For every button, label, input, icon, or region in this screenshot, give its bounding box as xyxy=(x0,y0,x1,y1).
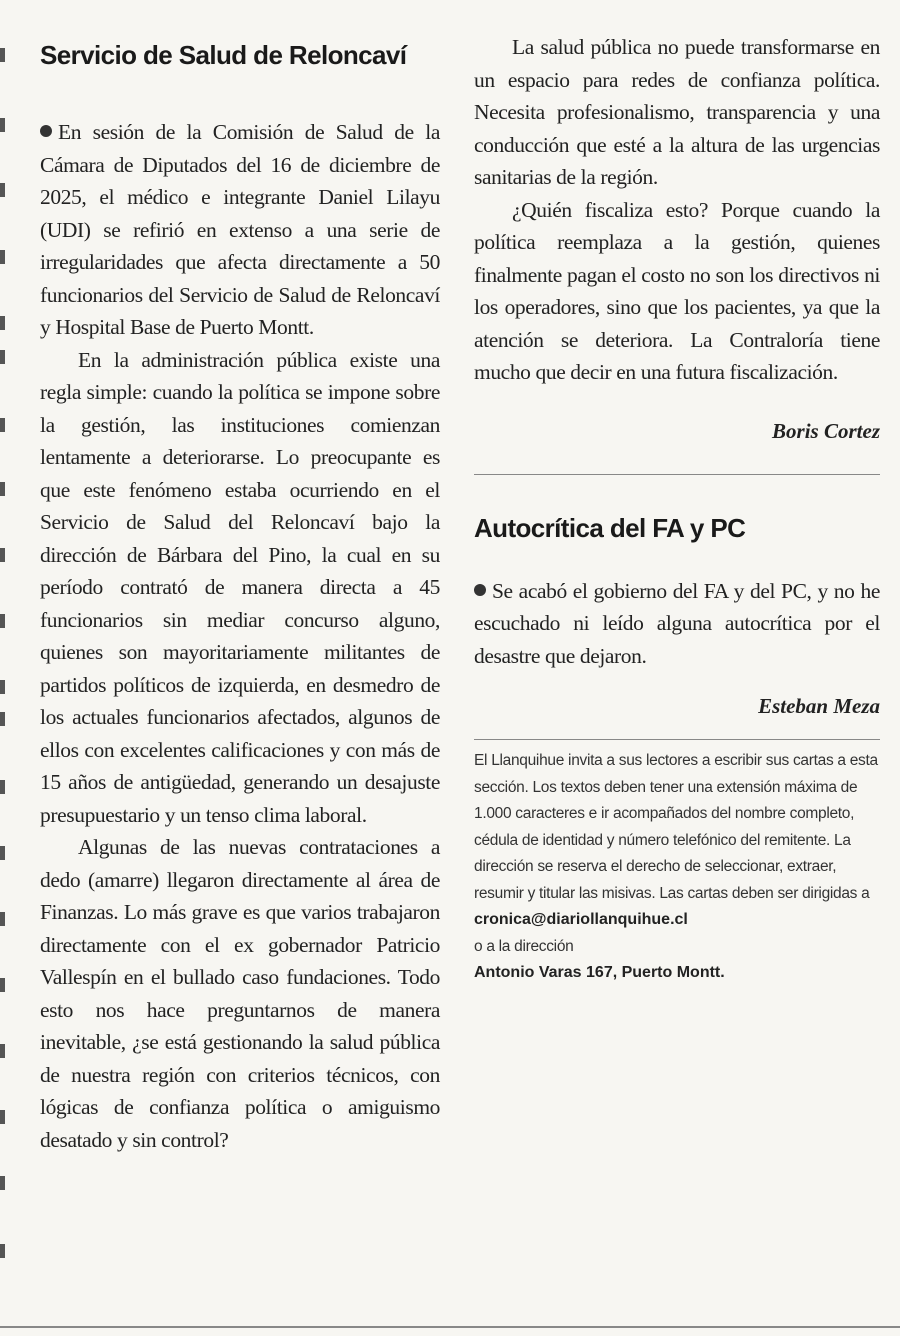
letter-column-right xyxy=(474,35,880,987)
bullet-icon xyxy=(40,125,52,137)
notice-address-intro: o a la dirección xyxy=(474,937,574,955)
letter1-signature: Boris Cortez xyxy=(772,418,880,443)
notice-address: Antonio Varas 167, Puerto Montt. xyxy=(474,964,725,981)
letter1-paragraph-3: Algunas de las nuevas contrataciones a dedo (amarre) llegaron directamente al área de Finanzas. Lo más grave es que varios trabajaron directamente con el ex gobernador Patricio Vallespín en el bullado caso fundaciones. Todo esto nos hace preguntarnos de manera inevitable, ¿se está gestionando la salud pública de nuestra región con criterios técnicos, con lógicas de confianza política o amiguismo desatado y sin control? xyxy=(40,835,440,1152)
divider xyxy=(474,739,880,740)
letter1-paragraph-5: ¿Quién fiscaliza esto? Porque cuando la política reemplaza a la gestión, quienes finalmente pagan el costo no son los directivos ni los operadores, sino que los pacientes, ya que la atención se deteriora. La Contraloría tiene mucho que decir en una futura fiscalización. xyxy=(474,197,880,384)
bullet-icon xyxy=(474,584,486,596)
divider xyxy=(474,474,880,475)
letter-column-left xyxy=(40,28,440,1156)
letter2-paragraph: Se acabó el gobierno del FA y del PC, y no he escuchado ni leído alguna autocrítica por el desastre que dejaron. xyxy=(474,578,880,668)
letter1-title: Servicio de Salud de Reloncaví xyxy=(40,40,407,70)
letter1-paragraph-1: En sesión de la Comisión de Salud de la Cámara de Diputados del 16 de diciembre de 2025, el médico e integrante Daniel Lilayu (UDI) se refirió en extenso a una serie de irregularidades que afecta directamente a 50 funcionarios del Servicio de Salud de Reloncaví y Hospital Base de Puerto Montt. xyxy=(40,120,440,339)
letter2-signature: Esteban Meza xyxy=(758,694,880,718)
bottom-rule xyxy=(0,1326,900,1328)
letter1-paragraph-4: La salud pública no puede transformarse en un espacio para redes de confianza política. Necesita profesionalismo, transparencia y una conducción que esté a la altura de las urgencias sanitarias de la región. xyxy=(474,35,880,189)
letter2-title: Autocrítica del FA y PC xyxy=(474,512,746,543)
notice-text: El Llanquihue invita a sus lectores a escribir sus cartas a esta sección. Los textos deben tener una extensión máxima de 1.000 caracteres e ir acompañados del nombre completo, cédula de identidad y número telefónico del remitente. La dirección se reserva el derecho de seleccionar, extraer, resumir y titular las misivas. Las cartas deben ser dirigidas a xyxy=(474,752,878,902)
letter1-continuation xyxy=(474,31,880,389)
letter1-paragraph-2: En la administración pública existe una regla simple: cuando la política se impone sobre la gestión, las instituciones comienzan lentamente a deteriorarse. Lo preocupante es que este fenómeno estaba ocurriendo en el Servicio de Salud del Reloncaví bajo la dirección de Bárbara del Pino, la cual en su período contrató de manera directa a 45 funcionarios sin mediar concurso alguno, quienes son mayoritariamente militantes de partidos políticos de izquierda, en desmedro de los actuales funcionarios afectados, algunos de ellos con excelentes calificaciones y con más de 15 años de antigüedad, generando un desajuste presupuestario y un tenso clima laboral. xyxy=(40,347,440,827)
notice-email[interactable]: cronica@diariollanquihue.cl xyxy=(474,911,688,928)
submission-notice xyxy=(474,748,880,987)
page-edge-marks xyxy=(0,0,8,1336)
